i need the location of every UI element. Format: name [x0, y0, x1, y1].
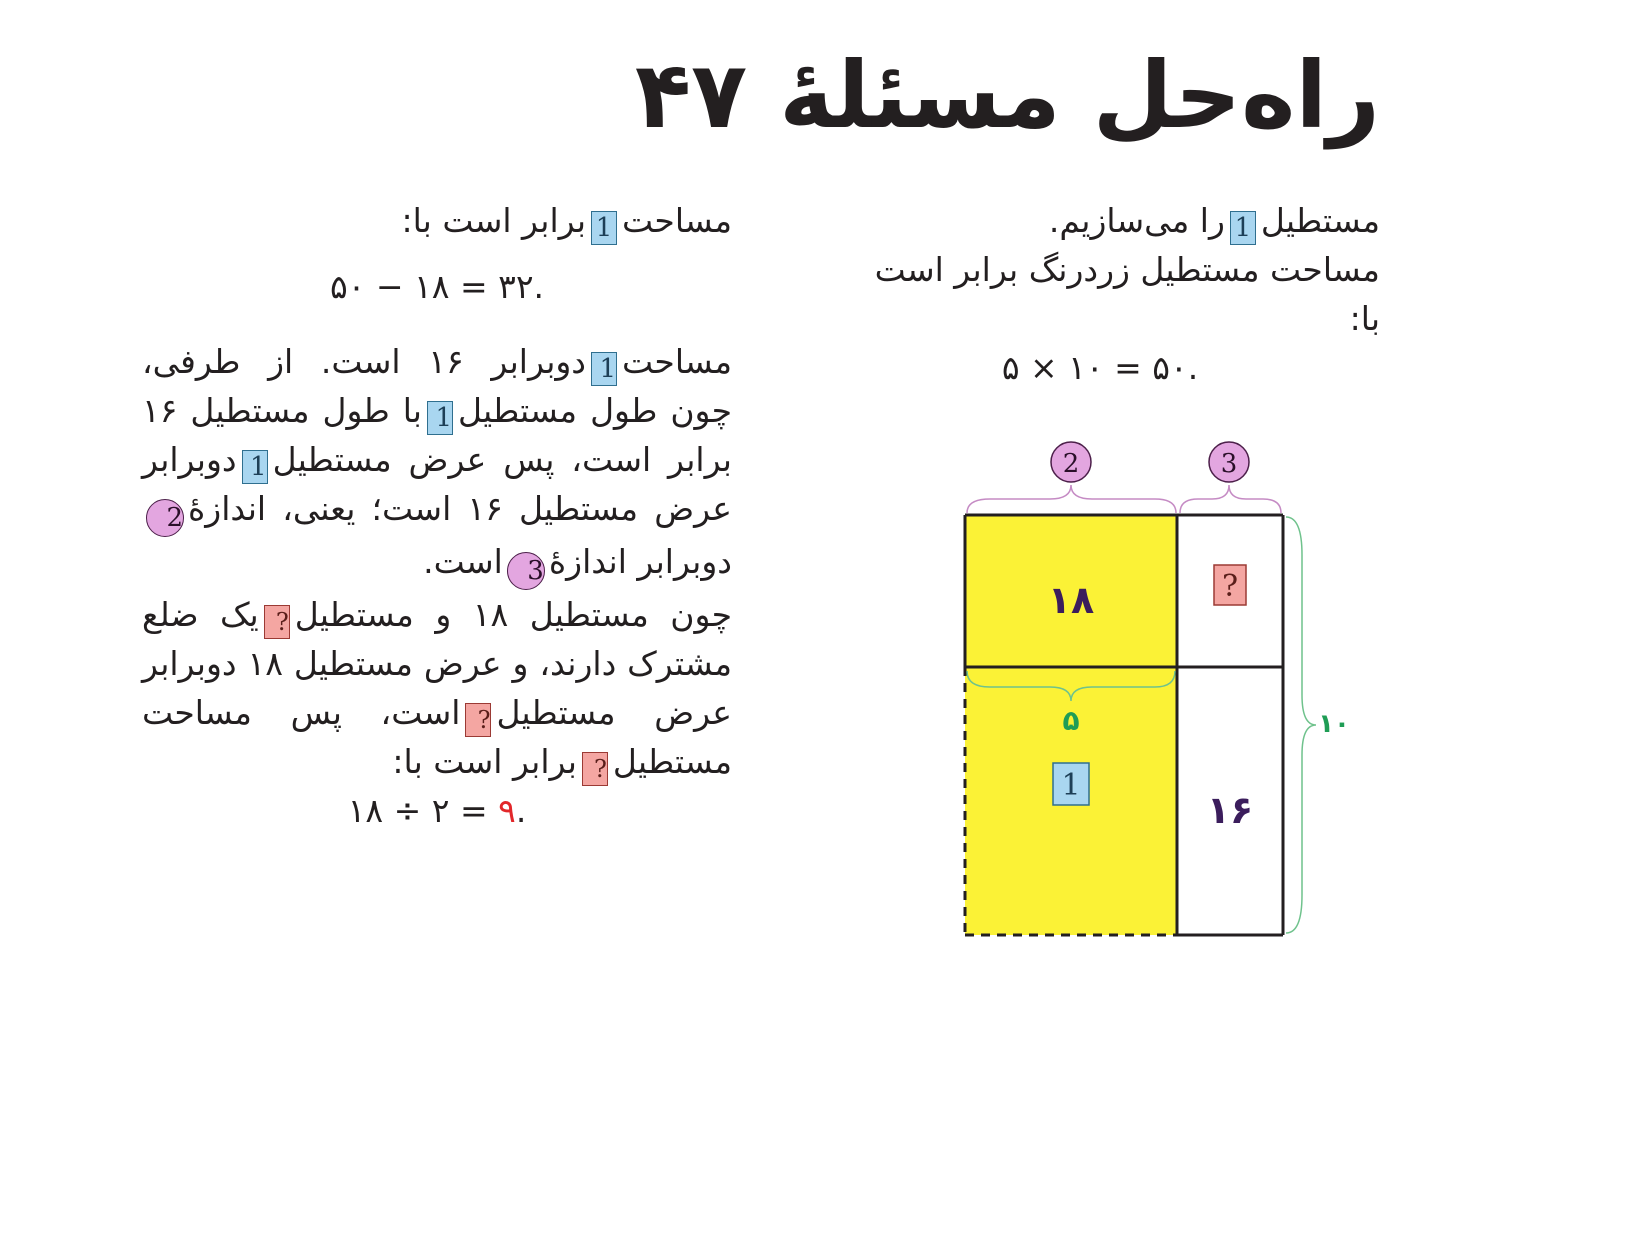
- svg-text:3: 3: [1220, 449, 1238, 479]
- rect-1-marker: 1: [427, 401, 453, 435]
- page-title: راه‌حل مسئلهٔ ۴۷: [634, 42, 1380, 149]
- left-paragraph-3: چون مستطیل ۱۸ و مستطیل?یک ضلع مشترک دارند، و عرض مستطیل ۱۸ دوبرابر عرض مستطیل?است، پس مساحت مستطیل?برابر است با:: [142, 590, 732, 786]
- height-10-label: ۱۰: [1318, 709, 1350, 739]
- unknown-rect-marker: ?: [264, 605, 290, 639]
- circle-2-marker: 2: [146, 499, 184, 537]
- unknown-rect-marker: [1214, 565, 1246, 605]
- rect-1-marker: 1: [591, 211, 617, 245]
- svg-text:2: 2: [1062, 449, 1080, 479]
- circle-3-marker: [1209, 442, 1249, 482]
- brace-width-2: [967, 485, 1176, 513]
- rect-1-marker: 1: [242, 450, 268, 484]
- unknown-rect-marker: ?: [465, 703, 491, 737]
- left-column: [142, 196, 732, 835]
- right-line-3: با:: [1349, 299, 1380, 338]
- answer-value: ۹: [498, 791, 516, 830]
- circle-3-marker: 3: [507, 552, 545, 590]
- left-paragraph-2: مساحت1دوبرابر ۱۶ است. از طرفی، چون طول مستطیل1با طول مستطیل ۱۶ برابر است، پس عرض مستطیل1دوبرابر عرض مستطیل ۱۶ است؛ یعنی، اندازهٔ2دوبرابر اندازهٔ3است.: [142, 337, 732, 590]
- brace-height-10: [1286, 517, 1316, 933]
- value-18-label: ۱۸: [1047, 578, 1095, 622]
- svg-text:1: 1: [1061, 768, 1081, 803]
- unknown-rect-marker: ?: [582, 752, 608, 786]
- rect-1-marker: [1053, 763, 1089, 805]
- svg-text:?: ?: [1221, 569, 1239, 604]
- rect-1-marker: 1: [1230, 211, 1256, 245]
- brace-width-3: [1180, 485, 1281, 513]
- rect-1-marker: 1: [591, 352, 617, 386]
- left-equation-2: ۱۸ ÷ ۲ = ۹.: [347, 791, 527, 830]
- right-column: [820, 196, 1380, 392]
- circle-2-marker: [1051, 442, 1091, 482]
- right-line-2: مساحت مستطیل زردرنگ برابر است: [874, 250, 1380, 289]
- value-16-label: ۱۶: [1206, 788, 1254, 832]
- right-line-1: مستطیل1را می‌سازیم.: [1048, 201, 1380, 243]
- left-equation-1: ۵۰ − ۱۸ = ۳۲.: [329, 267, 545, 306]
- width-5-label: ۵: [1062, 704, 1080, 737]
- rectangle-diagram: [950, 425, 1360, 955]
- left-intro: مساحت1برابر است با:: [401, 201, 732, 243]
- right-equation: ۵ × ۱۰ = ۵۰.: [1001, 348, 1199, 387]
